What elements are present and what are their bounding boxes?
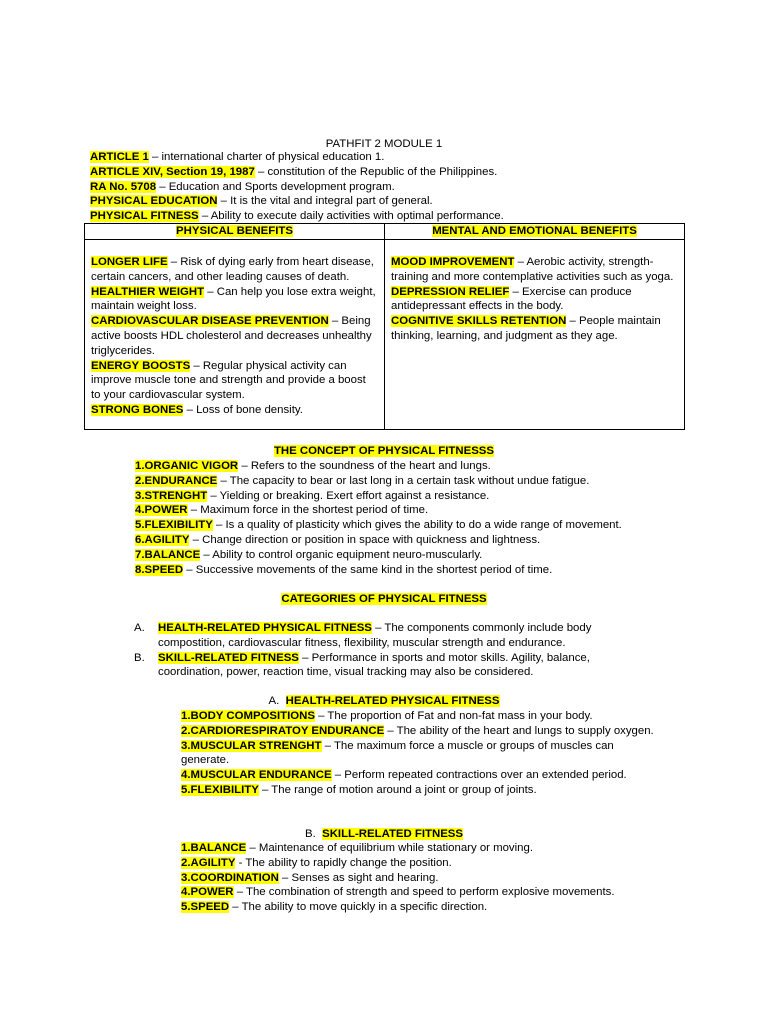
physical-benefits-cell bbox=[85, 240, 385, 430]
list-item: A. HEALTH-RELATED PHYSICAL FITNESS – The components commonly include body compostition, cardiovascular fitness, flexibility, muscular strength and endurance. bbox=[134, 622, 592, 649]
skill-related-title: B. SKILL-RELATED FITNESS bbox=[304, 828, 463, 840]
intro-item bbox=[90, 194, 504, 209]
intro-desc: – international charter of physical education 1. bbox=[148, 151, 385, 163]
list-item: 2.CARDIORESPIRATOY ENDURANCE – The ability of the heart and lungs to supply oxygen. bbox=[181, 724, 654, 737]
health-related-list bbox=[181, 709, 661, 798]
mental-benefits-header: MENTAL AND EMOTIONAL BENEFITS bbox=[385, 224, 685, 240]
intro-desc: – constitution of the Republic of the Philippines. bbox=[254, 165, 498, 178]
intro-item bbox=[90, 180, 504, 195]
benefit-item: MOOD IMPROVEMENT – Aerobic activity, strength-training and more contemplative activities such as yoga. bbox=[391, 256, 674, 283]
list-item: 4.POWER – The combination of strength and speed to perform explosive movements. bbox=[181, 886, 615, 899]
list-item: 1.BODY COMPOSITIONS – The proportion of Fat and non-fat mass in your body. bbox=[181, 710, 593, 722]
list-letter: B. bbox=[134, 651, 145, 664]
intro-desc: – Ability to execute daily activities with optimal performance. bbox=[198, 210, 504, 223]
list-item: 3.COORDINATION – Senses as sight and hearing. bbox=[181, 871, 439, 884]
benefit-item: HEALTHIER WEIGHT – Can help you lose extra weight, maintain weight loss. bbox=[91, 285, 376, 313]
benefit-item: CARDIOVASCULAR DISEASE PREVENTION – Being active boosts HDL cholesterol and decreases unhealthy triglycerides. bbox=[91, 315, 372, 357]
benefit-item: STRONG BONES – Loss of bone density. bbox=[91, 403, 303, 416]
table-row bbox=[85, 240, 685, 430]
list-item: 4.MUSCULAR ENDURANCE – Perform repeated contractions over an extended period. bbox=[181, 769, 627, 782]
document-title: PATHFIT 2 MODULE 1 bbox=[325, 138, 443, 150]
list-item: 3.STRENGHT – Yielding or breaking. Exert effort against a resistance. bbox=[135, 489, 490, 502]
categories-list bbox=[134, 621, 658, 680]
categories-title: CATEGORIES OF PHYSICAL FITNESS bbox=[281, 593, 487, 605]
intro-desc: – Education and Sports development program. bbox=[156, 180, 395, 193]
intro-term: PHYSICAL EDUCATION bbox=[90, 195, 218, 208]
benefit-item: DEPRESSION RELIEF – Exercise can produce antidepressant effects in the body. bbox=[391, 285, 632, 313]
concept-list bbox=[135, 459, 622, 577]
intro-item bbox=[90, 150, 504, 165]
benefits-table bbox=[84, 223, 685, 430]
benefit-item: ENERGY BOOSTS – Regular physical activity can improve muscle tone and strength and provide a boost to your cardiovascular system. bbox=[91, 359, 366, 402]
list-letter: A. bbox=[134, 622, 145, 634]
benefit-item: COGNITIVE SKILLS RETENTION – People maintain thinking, learning, and judgment as they age. bbox=[391, 315, 661, 342]
list-item: 1.ORGANIC VIGOR – Refers to the soundness of the heart and lungs. bbox=[135, 460, 491, 472]
intro-definitions bbox=[90, 150, 504, 224]
table-header-row bbox=[85, 224, 685, 240]
list-item: 5.FLEXIBILITY – The range of motion around a joint or group of joints. bbox=[181, 783, 537, 796]
skill-related-list bbox=[181, 841, 681, 915]
intro-term: RA No. 5708 bbox=[90, 180, 157, 193]
physical-benefits-header: PHYSICAL BENEFITS bbox=[85, 224, 385, 240]
list-item: 7.BALANCE – Ability to control organic equipment neuro-muscularly. bbox=[135, 548, 483, 561]
concept-title: THE CONCEPT OF PHYSICAL FITNESSS bbox=[273, 445, 495, 457]
list-item: 2.AGILITY - The ability to rapidly change the position. bbox=[181, 856, 452, 869]
list-item: 6.AGILITY – Change direction or position in space with quickness and lightness. bbox=[135, 533, 541, 546]
list-item: 2.ENDURANCE – The capacity to bear or last long in a certain task without undue fatigue. bbox=[135, 474, 590, 487]
list-item: 3.MUSCULAR STRENGHT – The maximum force a muscle or groups of muscles can generate. bbox=[181, 739, 614, 767]
list-item: 8.SPEED – Successive movements of the same kind in the shortest period of time. bbox=[135, 563, 553, 576]
intro-term: PHYSICAL FITNESS bbox=[90, 210, 199, 223]
list-item: 5.FLEXIBILITY – Is a quality of plasticity which gives the ability to do a wide range of movement. bbox=[135, 519, 622, 532]
benefit-item: LONGER LIFE – Risk of dying early from heart disease, certain cancers, and other leading causes of death. bbox=[91, 256, 374, 283]
mental-benefits-cell bbox=[385, 240, 685, 430]
intro-term: ARTICLE XIV, Section 19, 1987 bbox=[90, 165, 255, 178]
list-item: 5.SPEED – The ability to move quickly in a specific direction. bbox=[181, 901, 488, 914]
list-item: 1.BALANCE – Maintenance of equilibrium while stationary or moving. bbox=[181, 842, 533, 854]
intro-desc: – It is the vital and integral part of general. bbox=[217, 195, 433, 208]
intro-item bbox=[90, 165, 504, 180]
health-related-title: A. HEALTH-RELATED PHYSICAL FITNESS bbox=[268, 695, 500, 707]
list-item: 4.POWER – Maximum force in the shortest period of time. bbox=[135, 504, 429, 517]
intro-term: ARTICLE 1 bbox=[90, 151, 149, 163]
list-item: B. SKILL-RELATED FITNESS – Performance in sports and motor skills. Agility, balance, coordination, power, reaction time, visual tracking may also be considered. bbox=[134, 651, 590, 679]
intro-item bbox=[90, 209, 504, 224]
